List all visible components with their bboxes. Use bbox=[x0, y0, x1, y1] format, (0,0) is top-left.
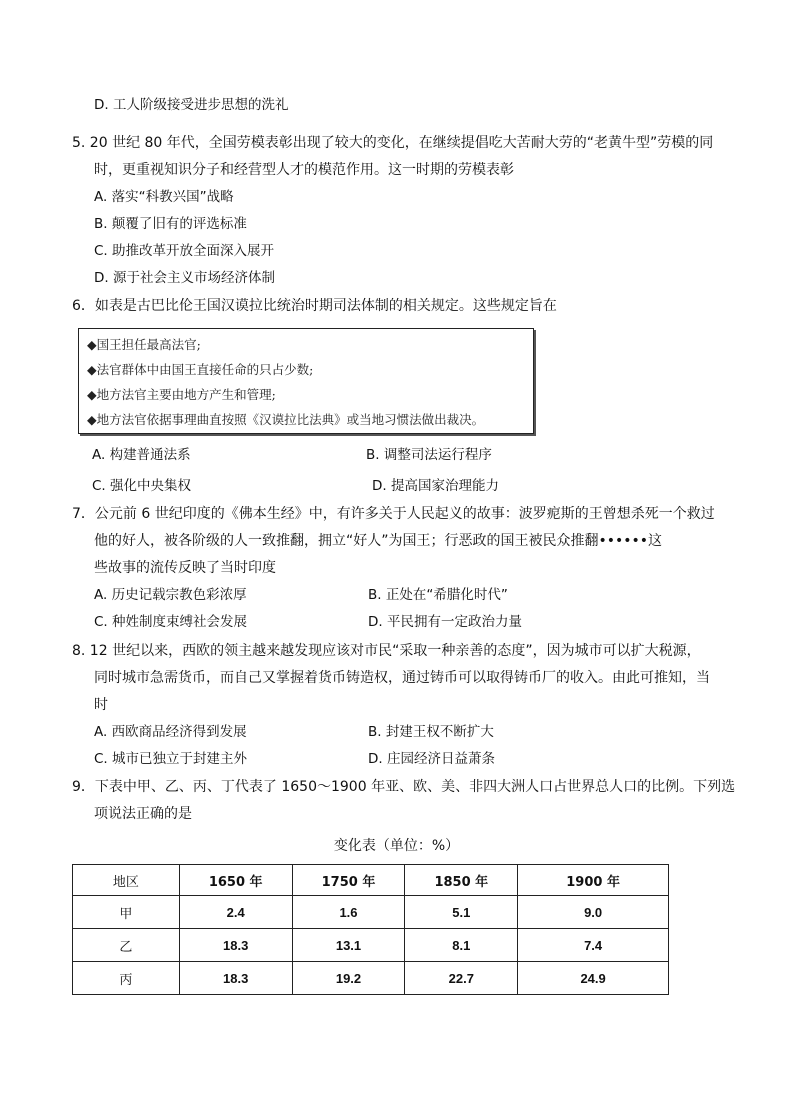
table-cell-region: 丙 bbox=[73, 962, 180, 995]
q5-stem-line-1: 5. 20 世纪 80 年代，全国劳模表彰出现了较大的变化，在继续提倡吃大苦耐大劳的“老黄牛型”劳模的同 bbox=[72, 135, 714, 151]
q8-stem-line-3: 时 bbox=[94, 697, 108, 713]
table-header-cell: 1900 年 bbox=[518, 865, 669, 896]
q6-option-a: A. 构建普通法系 bbox=[92, 447, 191, 463]
table-row bbox=[73, 962, 669, 995]
table-cell: 1.6 bbox=[292, 896, 405, 929]
q6-box-item: ◆国王担任最高法官; bbox=[87, 337, 201, 352]
table-cell: 2.4 bbox=[179, 896, 292, 929]
q5-option-d: D. 源于社会主义市场经济体制 bbox=[94, 270, 275, 286]
q7-option-c: C. 种姓制度束缚社会发展 bbox=[94, 614, 248, 630]
q8-option-c: C. 城市已独立于封建主外 bbox=[94, 751, 248, 767]
table-cell: 5.1 bbox=[405, 896, 518, 929]
table-cell: 18.3 bbox=[179, 962, 292, 995]
table-cell: 24.9 bbox=[518, 962, 669, 995]
table-cell: 13.1 bbox=[292, 929, 405, 962]
q7-stem-line-3: 些故事的流传反映了当时印度 bbox=[94, 560, 276, 576]
q7-stem-line-2: 他的好人，被各阶级的人一致推翻，拥立“好人”为国王；行恶政的国王被民众推翻••••••这 bbox=[94, 533, 663, 549]
q7-option-b: B. 正处在“希腊化时代” bbox=[368, 587, 508, 603]
table-cell: 18.3 bbox=[179, 929, 292, 962]
table-header-cell: 1750 年 bbox=[292, 865, 405, 896]
table-header-cell: 地区 bbox=[73, 865, 180, 896]
q4-option-d: D. 工人阶级接受进步思想的洗礼 bbox=[94, 97, 289, 113]
table-cell: 7.4 bbox=[518, 929, 669, 962]
q9-stem-line-2: 项说法正确的是 bbox=[94, 806, 192, 822]
q5-option-c: C. 助推改革开放全面深入展开 bbox=[94, 243, 275, 259]
q6-box-item: ◆法官群体中由国王直接任命的只占少数; bbox=[87, 362, 314, 377]
q8-option-b: B. 封建王权不断扩大 bbox=[368, 724, 494, 740]
q7-option-d: D. 平民拥有一定政治力量 bbox=[368, 614, 522, 630]
q6-box-item: ◆地方法官依据事理曲直按照《汉谟拉比法典》或当地习惯法做出裁决。 bbox=[87, 412, 485, 427]
q5-option-a: A. 落实“科教兴国”战略 bbox=[94, 189, 234, 205]
table-cell: 9.0 bbox=[518, 896, 669, 929]
table-row bbox=[73, 929, 669, 962]
table-header-cell: 1850 年 bbox=[405, 865, 518, 896]
q6-option-c: C. 强化中央集权 bbox=[92, 478, 192, 494]
table-cell-region: 甲 bbox=[73, 896, 180, 929]
table-header-cell: 1650 年 bbox=[179, 865, 292, 896]
q6-regulation-box bbox=[78, 328, 534, 434]
table-cell: 22.7 bbox=[405, 962, 518, 995]
table-cell: 19.2 bbox=[292, 962, 405, 995]
table-row bbox=[73, 896, 669, 929]
q7-stem-line-1: 7．公元前 6 世纪印度的《佛本生经》中，有许多关于人民起义的故事：波罗痆斯的王曾想杀死一个救过 bbox=[72, 506, 715, 522]
q8-stem-line-2: 同时城市急需货币，而自己又掌握着货币铸造权，通过铸币可以取得铸币厂的收入。由此可推知，当 bbox=[94, 670, 710, 686]
q8-stem-line-1: 8. 12 世纪以来，西欧的领主越来越发现应该对市民“采取一种亲善的态度”，因为城市可以扩大税源， bbox=[72, 643, 701, 659]
table-header-row bbox=[73, 865, 669, 896]
q9-stem-line-1: 9．下表中甲、乙、丙、丁代表了 1650～1900 年亚、欧、美、非四大洲人口占世界总人口的比例。下列选 bbox=[72, 779, 736, 795]
q6-stem: 6．如表是古巴比伦王国汉谟拉比统治时期司法体制的相关规定。这些规定旨在 bbox=[72, 298, 557, 314]
q6-option-b: B. 调整司法运行程序 bbox=[366, 447, 492, 463]
q5-option-b: B. 颠覆了旧有的评选标准 bbox=[94, 216, 247, 232]
table-cell: 8.1 bbox=[405, 929, 518, 962]
q6-box-item: ◆地方法官主要由地方产生和管理; bbox=[87, 387, 276, 402]
table-cell-region: 乙 bbox=[73, 929, 180, 962]
q9-table-caption: 变化表（单位：%） bbox=[333, 838, 460, 854]
q8-option-a: A. 西欧商品经济得到发展 bbox=[94, 724, 247, 740]
q6-option-d: D. 提高国家治理能力 bbox=[372, 478, 499, 494]
q7-option-a: A. 历史记载宗教色彩浓厚 bbox=[94, 587, 247, 603]
q8-option-d: D. 庄园经济日益萧条 bbox=[368, 751, 495, 767]
q5-stem-line-2: 时，更重视知识分子和经营型人才的模范作用。这一时期的劳模表彰 bbox=[94, 162, 514, 178]
q9-population-table bbox=[72, 864, 669, 995]
